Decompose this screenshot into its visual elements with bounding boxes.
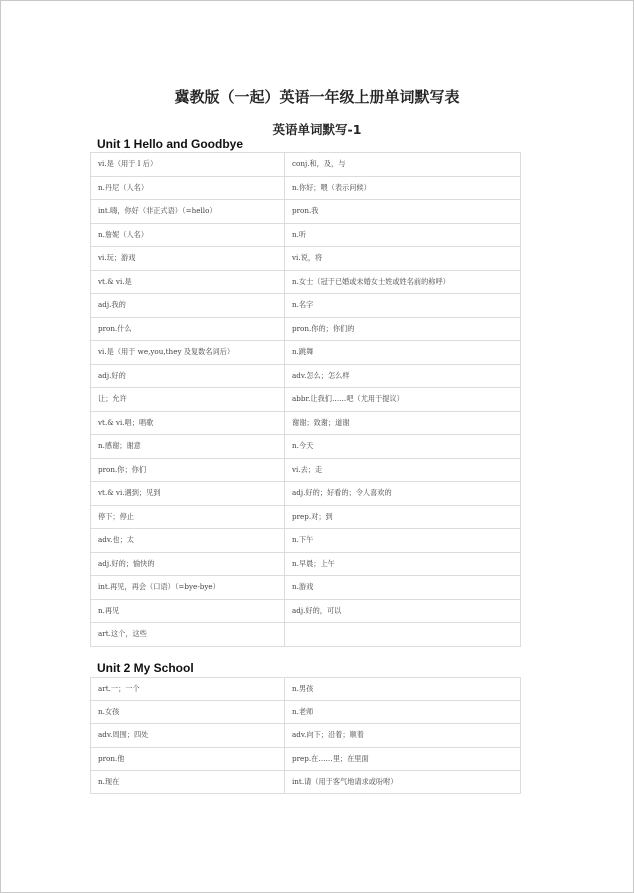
definition-cell-right: int.请（用于客气地请求或吩咐）	[285, 770, 521, 793]
definition-cell-left: n.感谢；谢意	[91, 435, 285, 459]
table-row	[91, 678, 521, 701]
definition-cell-left: int.再见，再会（口语）（=bye-bye）	[91, 576, 285, 600]
table-row	[91, 200, 521, 224]
definition-cell-right: n.下午	[285, 529, 521, 553]
table-row	[91, 482, 521, 506]
table-row	[91, 747, 521, 770]
definition-cell-right: n.游戏	[285, 576, 521, 600]
definition-cell-right: vi.去；走	[285, 458, 521, 482]
definition-cell-right: abbr.让我们……吧（尤用于提议）	[285, 388, 521, 412]
definition-cell-right	[285, 623, 521, 647]
definition-cell-right: n.早晨；上午	[285, 552, 521, 576]
table-row	[91, 623, 521, 647]
definition-cell-left: 让；允许	[91, 388, 285, 412]
definition-cell-left: adj.好的；愉快的	[91, 552, 285, 576]
table-row	[91, 388, 521, 412]
table-row	[91, 505, 521, 529]
definition-cell-right: prep.在……里；在里面	[285, 747, 521, 770]
table-row	[91, 341, 521, 365]
table-row	[91, 247, 521, 271]
table-row	[91, 411, 521, 435]
definition-cell-right: pron.我	[285, 200, 521, 224]
table-row	[91, 153, 521, 177]
definition-cell-left: n.现在	[91, 770, 285, 793]
definition-cell-right: n.男孩	[285, 678, 521, 701]
document-subtitle: 英语单词默写-1	[272, 122, 362, 137]
definition-cell-left: art.一；一个	[91, 678, 285, 701]
definition-cell-right: adj.好的，可以	[285, 599, 521, 623]
definition-cell-left: 停下；停止	[91, 505, 285, 529]
table-row	[91, 552, 521, 576]
definition-cell-left: vi.是（用于 I 后）	[91, 153, 285, 177]
table-row	[91, 599, 521, 623]
table-row	[91, 770, 521, 793]
definition-cell-right: n.你好；喂（表示问候）	[285, 176, 521, 200]
definition-cell-left: pron.你；你们	[91, 458, 285, 482]
table-row	[91, 294, 521, 318]
definition-cell-left: art.这个，这些	[91, 623, 285, 647]
definition-cell-left: adj.好的	[91, 364, 285, 388]
definition-cell-right: adj.好的；好看的；令人喜欢的	[285, 482, 521, 506]
definition-cell-left: n.女孩	[91, 701, 285, 724]
table-row	[91, 270, 521, 294]
table-row	[91, 458, 521, 482]
table-row	[91, 701, 521, 724]
definition-cell-left: vt.& vi.是	[91, 270, 285, 294]
table-row	[91, 317, 521, 341]
unit-2-vocabulary-table	[90, 677, 521, 794]
unit-1-vocabulary-table	[90, 152, 521, 647]
table-row	[91, 724, 521, 747]
definition-cell-right: pron.你的；你们的	[285, 317, 521, 341]
definition-cell-left: int.嗨，你好（非正式语）（=hello）	[91, 200, 285, 224]
definition-cell-right: adv.向下；沿着；顺着	[285, 724, 521, 747]
table-row	[91, 435, 521, 459]
definition-cell-left: pron.什么	[91, 317, 285, 341]
table-row	[91, 223, 521, 247]
definition-cell-right: n.今天	[285, 435, 521, 459]
table-row	[91, 176, 521, 200]
definition-cell-left: pron.他	[91, 747, 285, 770]
definition-cell-right: adv.怎么；怎么样	[285, 364, 521, 388]
definition-cell-right: n.听	[285, 223, 521, 247]
unit-1-heading: Unit 1 Hello and Goodbye	[97, 137, 244, 151]
definition-cell-left: adj.我的	[91, 294, 285, 318]
definition-cell-right: n.老师	[285, 701, 521, 724]
definition-cell-left: vi.玩；游戏	[91, 247, 285, 271]
definition-cell-left: vi.是（用于 we,you,they 及复数名词后）	[91, 341, 285, 365]
definition-cell-right: n.名字	[285, 294, 521, 318]
table-row	[91, 364, 521, 388]
definition-cell-right: 谢谢；致谢；道谢	[285, 411, 521, 435]
definition-cell-right: prep.对；到	[285, 505, 521, 529]
definition-cell-left: vt.& vi.遇到；见到	[91, 482, 285, 506]
definition-cell-left: adv.也；太	[91, 529, 285, 553]
definition-cell-right: n.女士（冠于已婚或未婚女士姓或姓名前的称呼）	[285, 270, 521, 294]
definition-cell-right: vi.说，将	[285, 247, 521, 271]
definition-cell-right: n.跳舞	[285, 341, 521, 365]
definition-cell-left: n.再见	[91, 599, 285, 623]
table-row	[91, 529, 521, 553]
definition-cell-right: conj.和，及，与	[285, 153, 521, 177]
document-title: 冀教版（一起）英语一年级上册单词默写表	[174, 88, 460, 106]
definition-cell-left: vt.& vi.唱；唱歌	[91, 411, 285, 435]
definition-cell-left: adv.周围；四处	[91, 724, 285, 747]
table-row	[91, 576, 521, 600]
unit-2-heading: Unit 2 My School	[97, 661, 194, 675]
definition-cell-left: n.丹尼（人名）	[91, 176, 285, 200]
definition-cell-left: n.詹妮（人名）	[91, 223, 285, 247]
